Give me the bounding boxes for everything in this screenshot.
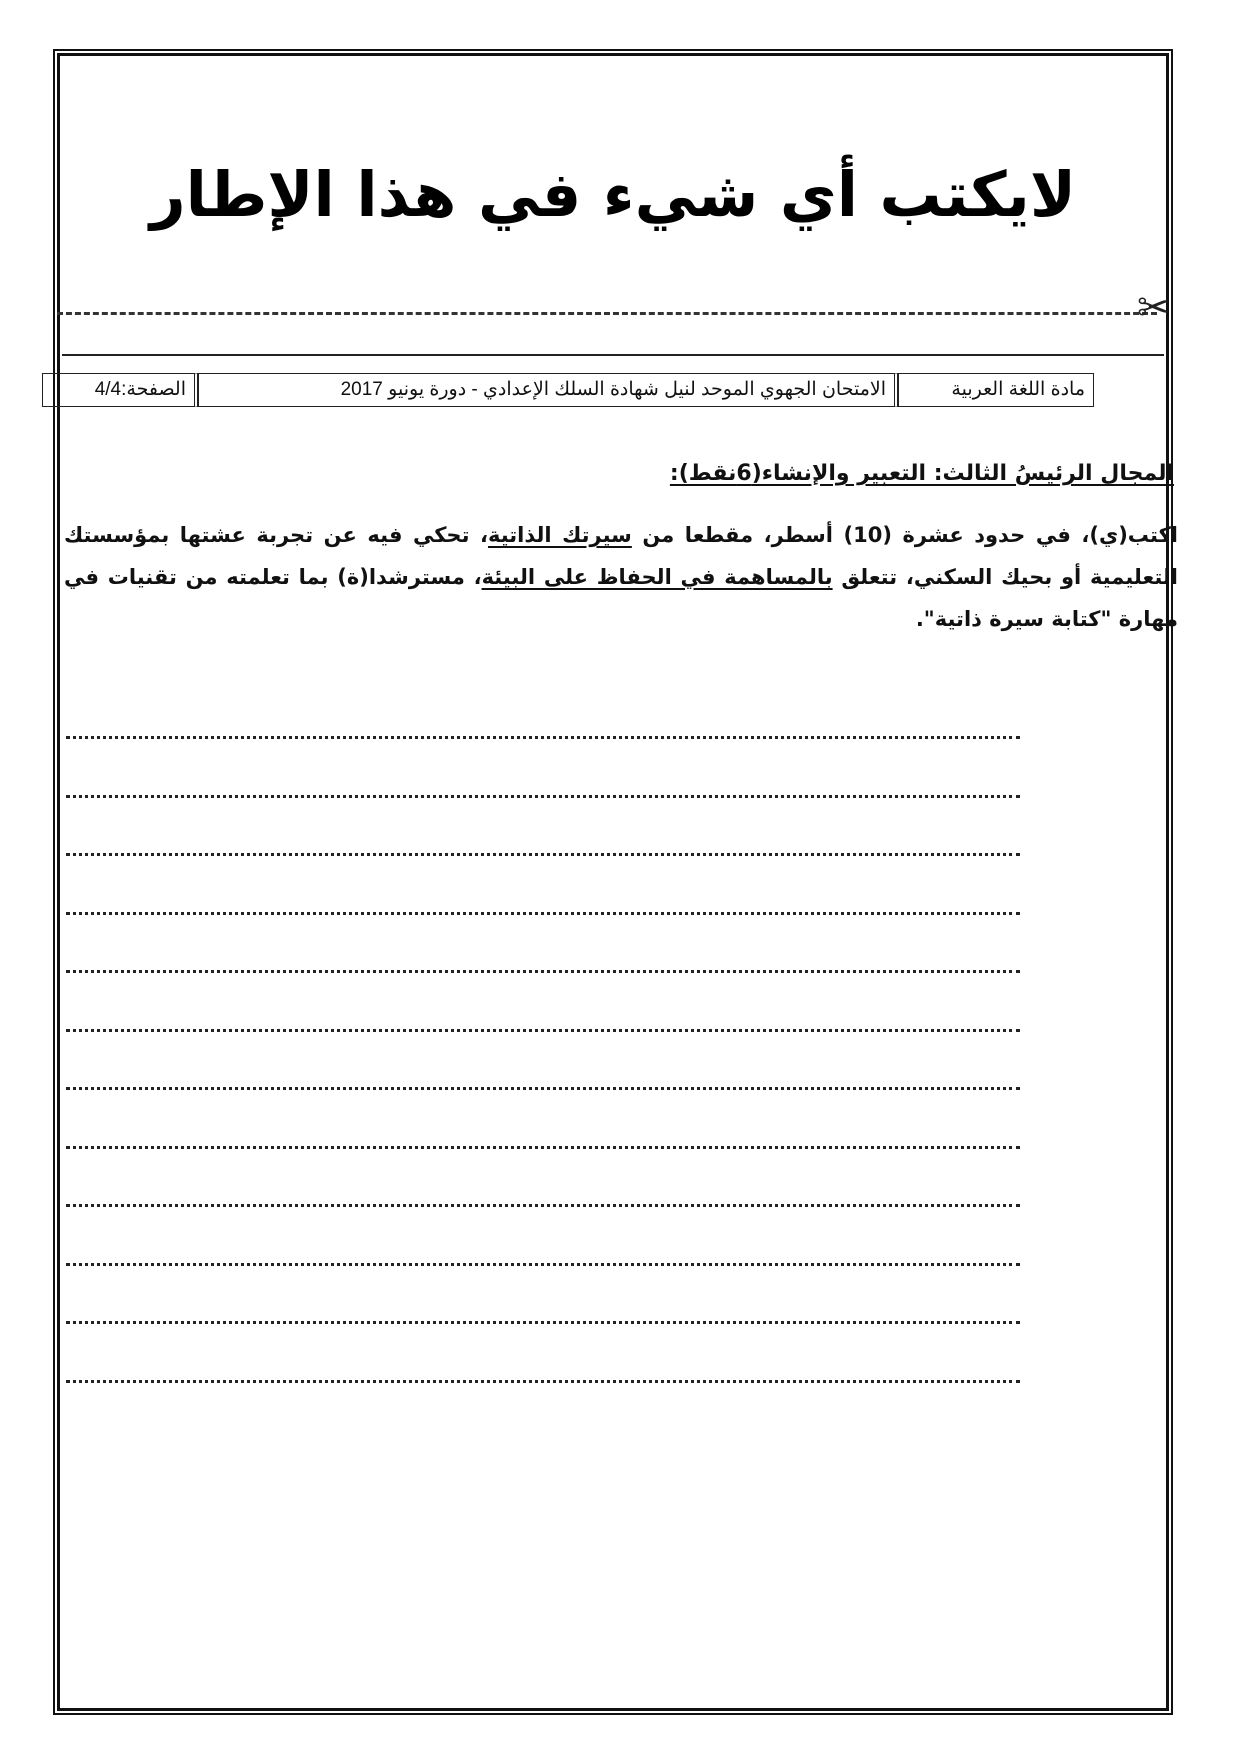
answer-line[interactable] <box>66 736 1020 739</box>
answer-line[interactable] <box>66 853 1020 856</box>
scissors-icon: ✂ <box>1137 285 1171 331</box>
instructions-underlined-1: سيرتك الذاتية <box>487 523 632 547</box>
instructions-underlined-2: بالمساهمة في الحفاظ على البيئة <box>481 565 833 589</box>
answer-line[interactable] <box>66 1146 1020 1149</box>
cut-line <box>57 312 1157 315</box>
answer-line[interactable] <box>66 1380 1020 1383</box>
exam-cell: الامتحان الجهوي الموحد لنيل شهادة السلك الإعدادي - دورة يونيو 2017 <box>198 373 898 407</box>
section-title: المجال الرئيسُ الثالث: التعبير والإنشاء(6نقط): <box>669 461 1174 486</box>
answer-line[interactable] <box>66 1087 1020 1090</box>
do-not-write-title: لايكتب أي شيء في هذا الإطار <box>149 158 1076 231</box>
writing-instructions <box>64 514 1178 640</box>
exam-info-table <box>42 373 1094 407</box>
instructions-text-2: ، تحكي فيه عن تجربة عشتها بمؤسستك التعليمية أو بحيك السكني، تتعلق <box>64 523 1178 589</box>
instructions-text-3: ، مسترشدا(ة) بما تعلمته من تقنيات في مهارة "كتابة سيرة ذاتية". <box>64 565 1178 631</box>
answer-line[interactable] <box>66 970 1020 973</box>
answer-line[interactable] <box>66 1029 1020 1032</box>
page-number-cell: الصفحة:4/4 <box>42 373 198 407</box>
answer-line[interactable] <box>66 795 1020 798</box>
answer-line[interactable] <box>66 1321 1020 1324</box>
answer-line[interactable] <box>66 1204 1020 1207</box>
instructions-text-1: اكتب(ي)، في حدود عشرة (10) أسطر، مقطعا من <box>631 523 1178 547</box>
page-content <box>57 0 1169 1752</box>
subject-cell: مادة اللغة العربية <box>898 373 1094 407</box>
answer-line[interactable] <box>66 1263 1020 1266</box>
answer-line[interactable] <box>66 912 1020 915</box>
